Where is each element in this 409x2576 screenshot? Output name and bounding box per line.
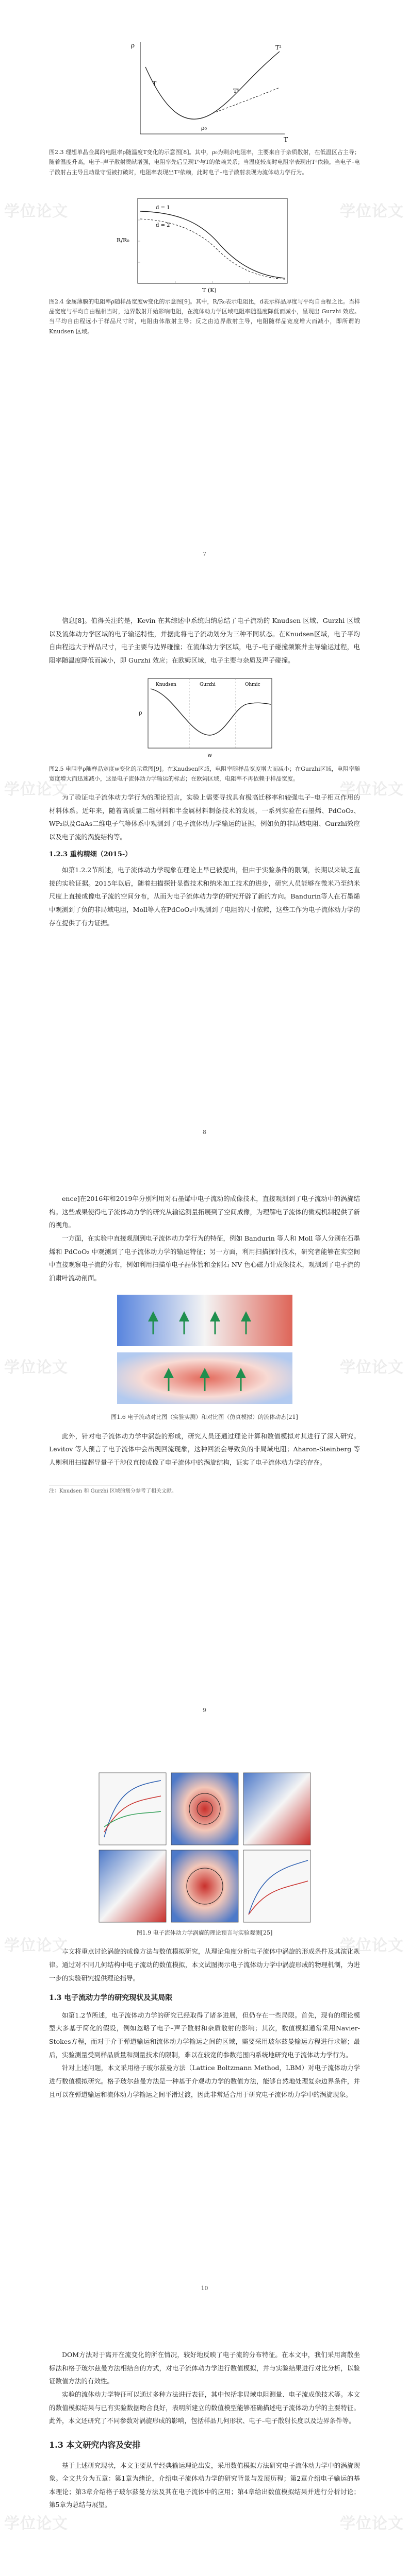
body-paragraph: 如第1.2节所述，电子流体动力学的研究已经取得了诸多进展，但仍存在一些局限。首先，现有的理论模型大多基于简化的假设，例如忽略了电子–声子散射和杂质散射的影响；其次，数值模拟通常采用Navier-Stokes方程，而对于介于弹道输运和流体动力学输运之间的区域，需要采用玻尔兹曼输运方程进行求解；最后，实验测量受到样品质量和测量技术的限制，难以在较宽的参数范围内系统地研究电子流体动力学行为。 xyxy=(49,2011,360,2059)
curve-label-t5: T⁵ xyxy=(233,88,239,94)
page-number: 8 xyxy=(203,1129,206,1136)
page-number: 10 xyxy=(201,2285,208,2292)
body-paragraph: 一方面，在实验中直接观测到电子流体动力学行为的特征，例如 Bandurin 等人和 Moll 等人分别在石墨烯和 PdCoO₂ 中观测到了电子流体动力学的输运特征；另一方面，利用扫描探针技术，研究者能够在实空间中直接观察电子流的分布，例如利用扫描单电子晶体管和金刚石 NV 色心磁力计成像技术，观测到了电子流的泊肃叶流动剖面。 xyxy=(49,1234,360,1282)
figure-caption: 图1.9 电子流体动力学涡旋的理论预言与实验观测[25] xyxy=(136,1929,273,1936)
page-2 xyxy=(0,578,409,1156)
x-axis-label: w xyxy=(207,751,212,758)
page-1 xyxy=(0,0,409,578)
figure-a-plot xyxy=(109,36,300,144)
figure-caption: 图1.6 电子流动对比图（实验实测）和对比图（仿真模拟）的流体动态[21] xyxy=(111,1414,298,1421)
figure-width-dependence xyxy=(127,673,282,761)
body-paragraph: 本文将重点讨论涡旋的成像方法与数值模拟研究，从理论角度分析电子流体中涡旋的形成条件及其演化规律。通过对不同几何结构中电子流动的数值模拟，本文试图揭示电子流体动力学中涡旋形成的物理机制，为进一步的实验研究提供理论指导。 xyxy=(49,1947,360,1982)
region-knudsen: Knudsen xyxy=(155,682,176,687)
watermark: 学位论文 xyxy=(4,1359,68,1377)
figure-b-plot xyxy=(109,191,300,294)
watermark: 学位论文 xyxy=(4,781,68,799)
body-paragraph: 信息[8]。值得关注的是，Kevin 在其综述中系统归纳总结了电子流动的 Knudsen 区域、Gurzhi 区域以及流体动力学区域的电子输运特性，并据此将电子流动划分为三种不同状态。在Knudsen区域，电子平均自由程远大于样品尺寸，电子主要与边界碰撞；在流体动力学区域，电子–电子碰撞频繁并主导输运过程，电阻率随温度降低而减小，即 Gurzhi 效应；在欧姆区域，电子主要与杂质及声子碰撞。 xyxy=(49,617,360,664)
watermark: 学位论文 xyxy=(340,781,404,799)
figure-resistivity-temperature xyxy=(109,36,300,144)
region-gurzhi: Gurzhi xyxy=(199,682,216,687)
section-heading: 1.2.3 重构精细（2015-） xyxy=(49,850,132,858)
figure-caption: 图2.5 电阻率ρ随样品宽度w变化的示意图[9]。在Knudsen区域，电阻率随样品宽度增大而减小；在Gurzhi区域，电阻率随宽度增大而迅速减小，这是电子流体动力学输运的标志；在欧姆区域，电阻率不再依赖于样品宽度。 xyxy=(49,765,360,782)
body-paragraph: ence]在2016年和2019年分别利用对石墨烯中电子流动的成像技术，直接观测到了电子流动中的涡旋结构。这些成果使得电子流体动力学的研究从输运测量拓展到了空间成像，为理解电子流体的微观机制提供了新的视角。 xyxy=(49,1195,360,1229)
figure-vortex-maps xyxy=(96,1770,313,1925)
body-paragraph: 如第1.2.2节所述，电子流体动力学现象在理论上早已被提出，但由于实验条件的限制，长期以来缺乏直接的实验证据。2015年以后，随着扫描探针显微技术和纳米加工技术的进步，研究人员能够在微米乃至纳米尺度上直接成像电子流的空间分布，从而为电子流体动力学的研究开辟了新的方向。Bandurin等人在石墨烯中观测到了负的非局域电阻，Moll等人在PdCoO₂中观测到了电阻的尺寸依赖，这些工作为电子流体动力学的存在提供了有力证据。 xyxy=(49,866,360,927)
figure-film-resistance xyxy=(109,191,300,294)
watermark: 学位论文 xyxy=(340,2515,404,2533)
watermark: 学位论文 xyxy=(340,202,404,221)
curve-label-rho0: ρ₀ xyxy=(201,125,207,131)
page-number: 9 xyxy=(203,1707,206,1714)
figure-caption: 图2.3 理想单晶金属的电阻率ρ随温度T变化的示意图[8]。其中，ρ₀为剩余电阻率，主要来自于杂质散射，在低温区占主导；随着温度升高，电子–声子散射贡献增强，电阻率先后呈现T⁵与T的依赖关系；当温度较高时电阻率表现出T²依赖。当电子–电子散射占主导且动量守恒被打破时，电阻率表现出T²依赖，此时电子–电子散射表现为流体动力学行为。 xyxy=(49,149,360,176)
y-axis-label: ρ xyxy=(138,709,142,716)
body-paragraph: 为了验证电子流体动力学行为的理论预言，实验上需要寻找具有极高迁移率和较强电子–电子相互作用的材料体系。近年来，随着高质量二维材料和半金属材料制备技术的发展，一系列实验在石墨烯、PdCoO₂、WP₂以及GaAs二维电子气等体系中观测到了电子流体动力学输运的证据，例如负的非局域电阻、Gurzhi效应以及电子流的涡旋结构等。 xyxy=(49,793,360,841)
curve-label-2: d = 2 xyxy=(155,222,170,228)
watermark: 学位论文 xyxy=(4,1937,68,1955)
figure-caption: 图2.4 金属薄膜的电阻率ρ随样品宽度w变化的示意图[9]。其中，R/R₀表示电阻比，d表示样品厚度与平均自由程之比。当样品宽度与平均自由程相当时，边界散射开始影响电阻，在流体动力学区域电阻率随温度降低而减小，呈现出 Gurzhi 效应。当平均自由程远小于样品尺寸时，电阻由体散射主导；反之由边界散射主导，电阻随样品宽度增大而减小，即所谓的 Knudsen 区域。 xyxy=(49,298,360,335)
page-5 xyxy=(0,2312,409,2576)
body-paragraph: 此外，针对电子流体动力学中涡旋的形成，研究人员还通过理论计算和数值模拟对其进行了深入研究。Levitov 等人预言了电子流体中会出现回流现象，这种回流会导致负的非局域电阻；Aharon-Steinberg 等人则利用扫描超导量子干涉仪直接成像了电子流体中的涡旋结构，证实了电子流体动力学的存在。 xyxy=(49,1432,360,1466)
watermark: 学位论文 xyxy=(340,1937,404,1955)
region-ohmic: Ohmic xyxy=(244,682,260,687)
figure-vortex-panels xyxy=(96,1770,313,1925)
y-axis-label: ρ xyxy=(130,42,135,49)
x-axis-label: T xyxy=(283,136,288,143)
y-axis-label: R/R₀ xyxy=(116,236,129,244)
footnote: 注：Knudsen 和 Gurzhi 区域的划分参考了相关文献。 xyxy=(49,1488,177,1494)
page-number: 7 xyxy=(203,551,206,558)
body-paragraph: 针对上述问题，本文采用格子玻尔兹曼方法（Lattice Boltzmann Method，LBM）对电子流体动力学进行数值模拟研究。格子玻尔兹曼方法是一种基于介观动力学的数值方法，能够自然地处理复杂边界条件，并且可以在弹道输运和流体动力学输运之间平滑过渡，因此非常适合用于研究电子流体动力学中的涡旋现象。 xyxy=(49,2064,360,2098)
body-paragraph: 实验的流体动力学特征可以通过多种方法进行表征，其中包括非局域电阻测量、电子流成像技术等。本文的数值模拟结果与已有实验数据吻合良好，表明所建立的数值模型能够准确描述电子流体动力学的主要特征。此外，本文还研究了不同参数对涡旋形成的影响，包括样品几何形状、电子–电子散射长度以及边界条件等。 xyxy=(49,2390,360,2425)
page-4 xyxy=(0,1734,409,2312)
section-heading: 1.3 电子流动力学的研究现状及其局限 xyxy=(49,1994,173,2003)
curve-label-t: T xyxy=(152,80,156,87)
curve-label-t2: T² xyxy=(275,44,282,51)
section-heading: 1.3 本文研究内容及安排 xyxy=(49,2439,141,2450)
figure-flow-maps xyxy=(112,1291,298,1409)
page-3 xyxy=(0,1156,409,1734)
x-axis-label: T (K) xyxy=(202,286,217,294)
figure-plot xyxy=(127,673,282,761)
watermark: 学位论文 xyxy=(4,202,68,221)
body-paragraph: DOM方法对于离开在流变化的所在情况，较好地反映了电子流的分布特征。在本文中，我们采用离散坐标法和格子玻尔兹曼方法相结合的方式，对电子流体动力学进行数值模拟，并与实验结果进行对比分析，以验证数值方法的有效性。 xyxy=(49,2351,360,2385)
watermark: 学位论文 xyxy=(4,2515,68,2533)
watermark: 学位论文 xyxy=(340,1359,404,1377)
curve-label-1: d = 1 xyxy=(155,205,170,211)
figure-flow-simulation xyxy=(112,1291,298,1409)
body-paragraph: 基于上述研究现状，本文主要从半经典输运理论出发，采用数值模拟方法研究电子流体动力学中的涡旋现象。全文共分为五章：第1章为绪论，介绍电子流体动力学的研究背景与发展历程；第2章介绍电子输运的基本理论；第3章介绍格子玻尔兹曼方法及其在电子流体中的应用；第4章给出数值模拟结果并进行分析讨论；第5章为总结与展望。 xyxy=(49,2461,360,2509)
